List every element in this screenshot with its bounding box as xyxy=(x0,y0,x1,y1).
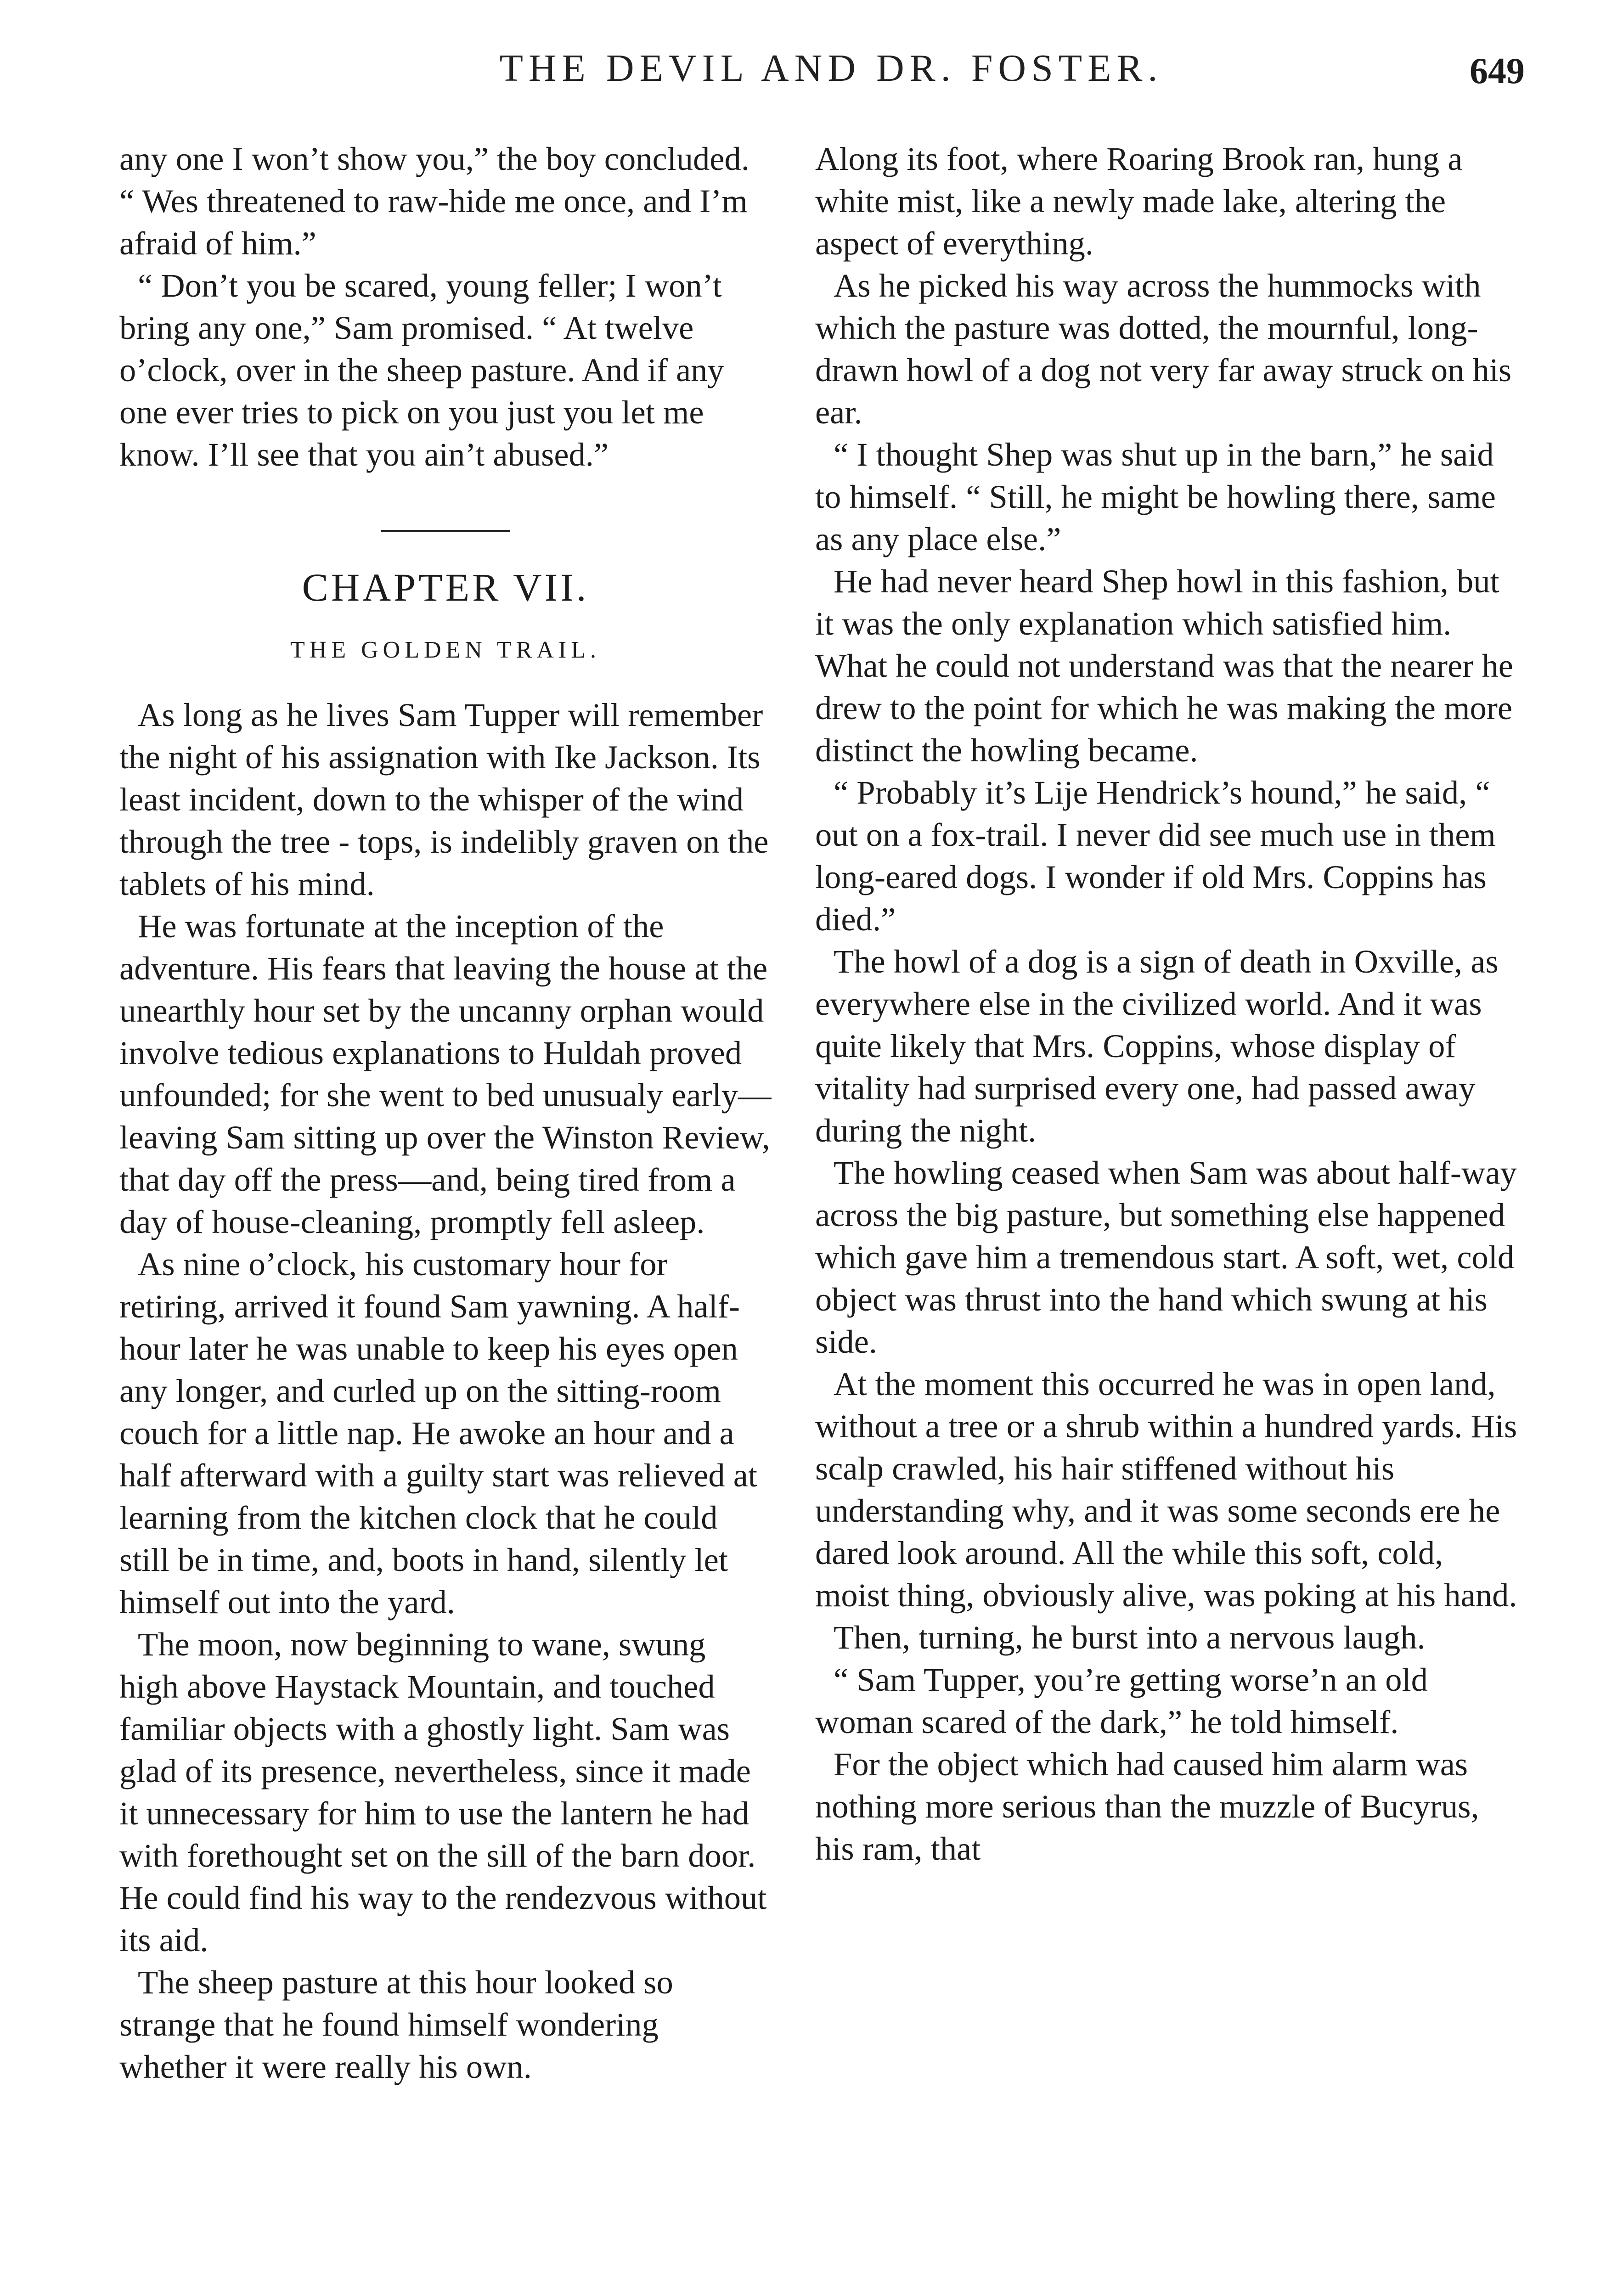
paragraph: At the moment this occurred he was in open land, without a tree or a shrub within a hundred yards. His scalp crawled, his hair stiffened without his understanding why, and it was some seconds ere he dared look around. All the while this soft, cold, moist thing, obviously alive, was poking at his hand. xyxy=(815,1365,1517,1614)
page-number: 649 xyxy=(1470,51,1525,91)
paragraph: “ Sam Tupper, you’re getting worse’n an old woman scared of the dark,” he told himself. xyxy=(815,1661,1428,1740)
paragraph: He was fortunate at the inception of the adventure. His fears that leaving the house at the unearthly hour set by the uncanny orphan would involve tedious explanations to Huldah proved unfounded; for she went to bed unusualy early—leaving Sam sitting up over the Winston Review, that day off the press—and, being tired from a day of house-cleaning, promptly fell asleep. xyxy=(119,907,772,1240)
paragraph: As nine o’clock, his customary hour for retiring, arrived it found Sam yawning. A half-hour later he was unable to keep his eyes open any longer, and curled up on the sitting-room couch for a little nap. He awoke an hour and a half afterward with a guilty start was relieved at learning from the kitchen clock that he could still be in time, and, boots in hand, silently let himself out into the yard. xyxy=(119,1245,758,1621)
paragraph: The moon, now beginning to wane, swung high above Haystack Mountain, and touched familiar objects with a ghostly light. Sam was glad of its presence, nevertheless, since it made it unnecessary for him to use the lantern he had with forethought set on the sill of the barn door. He could find his way to the rendezvous without its aid. xyxy=(119,1626,767,1958)
paragraph: Then, turning, he burst into a nervous laugh. xyxy=(834,1619,1426,1656)
paragraph: The howl of a dog is a sign of death in Oxville, as everywhere else in the civilized world. And it was quite likely that Mrs. Coppins, whose display of vitality had surprised every one, had passed away during the night. xyxy=(815,943,1499,1149)
chapter-subtitle: THE GOLDEN TRAIL. xyxy=(290,637,601,663)
paragraph: “ I thought Shep was shut up in the barn,” he said to himself. “ Still, he might be howling there, same as any place else.” xyxy=(815,436,1496,557)
paragraph: For the object which had caused him alarm was nothing more serious than the muzzle of Bucyrus, his ram, that xyxy=(815,1745,1479,1867)
paragraph: He had never heard Shep howl in this fashion, but it was the only explanation which satisfied him. What he could not understand was that the nearer he drew to the point for which he was making the more distinct the howling became. xyxy=(815,563,1513,769)
paragraph: any one I won’t show you,” the boy concluded. “ Wes threatened to raw-hide me once, and I’m afraid of him.” xyxy=(119,140,750,262)
paragraph: “ Don’t you be scared, young feller; I won’t bring any one,” Sam promised. “ At twelve o’clock, over in the sheep pasture. And if any one ever tries to pick on you just you let me know. I’ll see that you ain’t abused.” xyxy=(119,267,724,473)
left-column xyxy=(119,138,772,2088)
paragraph: As long as he lives Sam Tupper will remember the night of his assignation with Ike Jackson. Its least incident, down to the whisper of the wind through the tree - tops, is indelibly graven on the tablets of his mind. xyxy=(119,696,769,902)
right-column xyxy=(815,138,1522,1870)
paragraph: The sheep pasture at this hour looked so strange that he found himself wondering whether it were really his own. xyxy=(119,1964,673,2085)
paragraph: As he picked his way across the hummocks with which the pasture was dotted, the mournful, long-drawn howl of a dog not very far away struck on his ear. xyxy=(815,267,1512,431)
chapter-title: CHAPTER VII. xyxy=(302,565,589,609)
paragraph: “ Probably it’s Lije Hendrick’s hound,” he said, “ out on a fox-trail. I never did see much use in them long-eared dogs. I wonder if old Mrs. Coppins has died.” xyxy=(815,774,1496,938)
paragraph: Along its foot, where Roaring Brook ran, hung a white mist, like a newly made lake, altering the aspect of everything. xyxy=(815,140,1463,262)
running-title: THE DEVIL AND DR. FOSTER. xyxy=(499,47,1163,90)
paragraph: The howling ceased when Sam was about half-way across the big pasture, but something else happened which gave him a tremendous start. A soft, wet, cold object was thrust into the hand which swung at his side. xyxy=(815,1154,1517,1360)
section-divider xyxy=(381,530,510,532)
